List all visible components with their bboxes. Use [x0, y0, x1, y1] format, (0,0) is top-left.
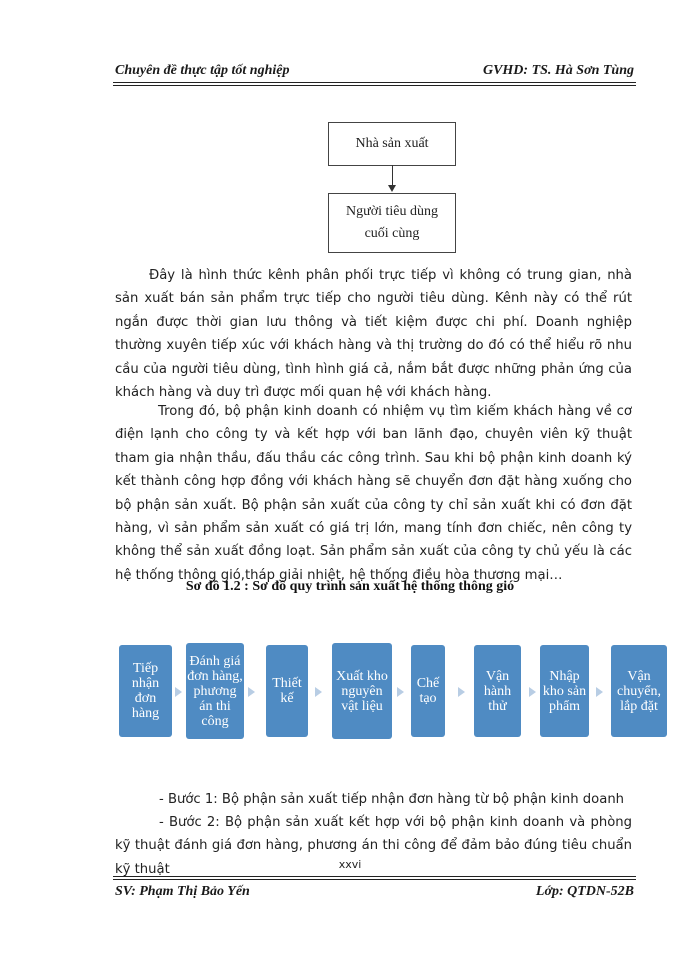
header-rule	[113, 82, 636, 83]
flow-arrow-icon	[596, 687, 603, 697]
process-flow-diagram	[119, 645, 671, 737]
header-course-title: Chuyên đề thực tập tốt nghiệp	[115, 63, 290, 78]
flow-arrow-icon	[248, 687, 255, 697]
process-step-1: - Bước 1: Bộ phận sản xuất tiếp nhận đơn hàng từ bộ phận kinh doanh	[159, 792, 625, 807]
flow-step-receive-order: Tiếp nhận đơn hàng	[119, 645, 172, 737]
flow-arrow-icon	[458, 687, 465, 697]
flow-step-fabricate: Chế tạo	[411, 645, 445, 737]
figure-caption: Sơ đồ 1.2 : Sơ đồ quy trình sản xuất hệ thống thông gió	[185, 579, 515, 594]
footer-student: SV: Phạm Thị Bảo Yến	[115, 884, 250, 899]
flow-step-store-product: Nhập kho sản phẩm	[540, 645, 589, 737]
footer-rule	[113, 876, 636, 877]
diagram-box-consumer-line1: Người tiêu dùng	[346, 204, 438, 219]
footer-class: Lớp: QTDN-52B	[535, 884, 634, 899]
diagram-box-consumer-line2: cuối cùng	[364, 226, 420, 241]
flow-arrow-icon	[529, 687, 536, 697]
header-supervisor: GVHD: TS. Hà Sơn Tùng	[482, 63, 634, 78]
paragraph-direct-channel: Đây là hình thức kênh phân phối trực tiếp vì không có trung gian, nhà sản xuất bán sản phẩm trực tiếp cho người tiêu dùng. Kênh này có thể rút ngắn được thời gian lưu thông và tiết kiệm được chi phí. Doanh nghiệp thường xuyên tiếp xúc với khách hàng và thị trường do đó có thể hiểu rõ nhu cầu của người tiêu dùng, tình hình giá cả, nắm bắt được những phản ứng của khách hàng và duy trì được mối quan hệ với khách hàng.	[115, 268, 632, 401]
diagram-arrow-down-icon	[388, 185, 396, 192]
flow-arrow-icon	[315, 687, 322, 697]
flow-step-export-materials: Xuất kho nguyên vật liệu	[332, 643, 392, 739]
diagram-box-consumer	[328, 193, 456, 253]
flow-arrow-icon	[397, 687, 404, 697]
diagram-box-producer-label: Nhà sản xuất	[355, 136, 429, 151]
page-number: xxvi	[338, 858, 362, 871]
paragraph-business-department: Trong đó, bộ phận kinh doanh có nhiệm vụ tìm kiếm khách hàng về cơ điện lạnh cho công ty và kết hợp với ban lãnh đạo, chuyên viên kỹ thuật tham gia nhận thầu, đấu thầu các công trình. Sau khi bộ phận kinh doanh ký kết thành công hợp đồng với khách hàng sẽ chuyển đơn đặt hàng xuống cho bộ phận sản xuất. Bộ phận sản xuất của công ty chỉ sản xuất khi có đơn đặt hàng, vì sản phẩm sản xuất có giá trị lớn, mang tính đơn chiếc, nên công ty không thể sản xuất đồng loạt. Sản phẩm sản xuất của công ty chủ yếu là các hệ thống thông gió,tháp giải nhiệt, hệ thống điều hòa thương mại…	[115, 404, 632, 583]
flow-arrow-icon	[175, 687, 182, 697]
flow-step-design: Thiết kế	[266, 645, 308, 737]
footer-rule-double	[113, 879, 636, 880]
flow-step-trial-run: Vận hành thử	[474, 645, 521, 737]
page-header	[115, 63, 634, 83]
process-step-2: - Bước 2: Bộ phận sản xuất kết hợp với bộ phận kinh doanh và phòng kỹ thuật đánh giá đơn hàng, phương án thi công để đảm bảo đúng tiêu chuẩn kỹ thuật	[115, 815, 632, 877]
diagram-box-producer	[328, 122, 456, 166]
header-rule-double	[113, 85, 636, 86]
flow-step-transport-install: Vận chuyển, lắp đặt	[611, 645, 667, 737]
flow-step-evaluate-order: Đánh giá đơn hàng, phương án thi công	[186, 643, 244, 739]
diagram-connector	[392, 165, 393, 187]
